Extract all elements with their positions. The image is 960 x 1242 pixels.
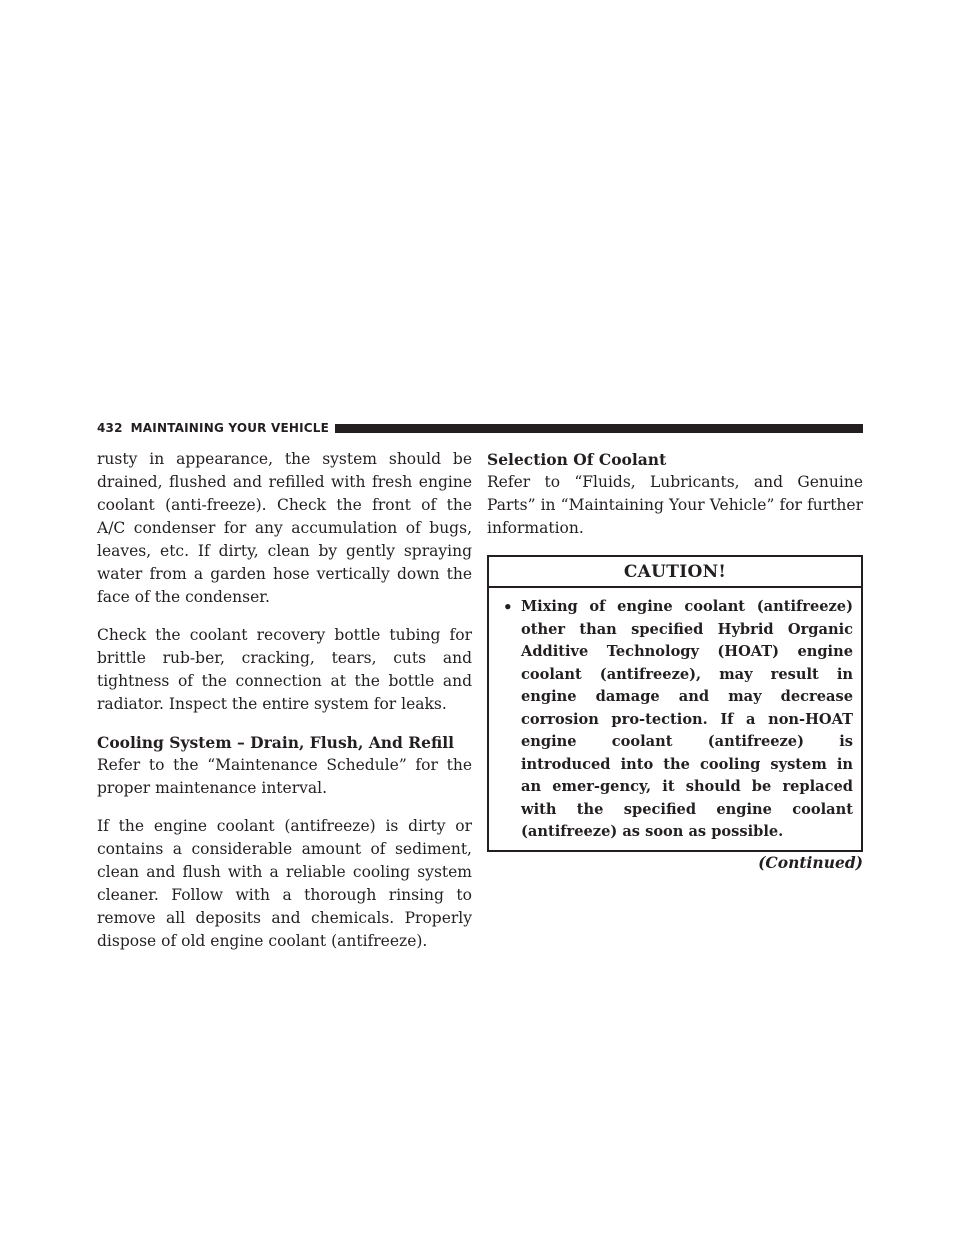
continued-label: (Continued)	[758, 852, 863, 872]
section-title: MAINTAINING YOUR VEHICLE	[130, 421, 330, 435]
heading-drain-flush-refill: Cooling System – Drain, Flush, And Refill	[97, 733, 455, 752]
caution-title: CAUTION!	[489, 557, 861, 588]
left-column	[97, 448, 472, 968]
paragraph-refer-fluids: Refer to “Fluids, Lubricants, and Genuine Parts” in “Maintaining Your Vehicle” for further information.	[487, 473, 863, 537]
caution-text: Mixing of engine coolant (antifreeze) other than specified Hybrid Organic Additive Technology (HOAT) engine coolant (antifreeze), may result in engine damage and may decrease corrosion pro-tection. If a non-HOAT engine coolant (antifreeze) is introduced into the cooling system in an emer-gency, it should be replaced with the specified engine coolant (antifreeze) as soon as possible.	[521, 598, 853, 840]
header-rule	[335, 424, 863, 433]
caution-body	[489, 588, 861, 850]
heading-selection-of-coolant: Selection Of Coolant	[487, 450, 667, 469]
bullet-icon: •	[503, 598, 513, 616]
right-column	[487, 448, 863, 873]
paragraph-maintenance-interval: Refer to the “Maintenance Schedule” for the proper maintenance interval.	[97, 756, 472, 797]
paragraph-dirty-coolant: If the engine coolant (antifreeze) is dirty or contains a considerable amount of sediment, clean and flush with a reliable cooling system cleaner. Follow with a thorough rinsing to remove all deposits and chemicals. Properly dispose of old engine coolant (antifreeze).	[97, 817, 472, 950]
page-number: 432	[97, 421, 123, 435]
caution-box	[487, 555, 863, 852]
page-header	[97, 418, 863, 438]
paragraph-rusty-appearance: rusty in appearance, the system should be drained, flushed and refilled with fresh engine coolant (anti-freeze). Check the front of the A/C condenser for any accumulation of bugs, leaves, etc. If dirty, clean by gently spraying water from a garden hose vertically down the face of the condenser.	[97, 450, 472, 606]
paragraph-recovery-bottle: Check the coolant recovery bottle tubing for brittle rub-ber, cracking, tears, cuts and tightness of the connection at the bottle and radiator. Inspect the entire system for leaks.	[97, 626, 472, 713]
